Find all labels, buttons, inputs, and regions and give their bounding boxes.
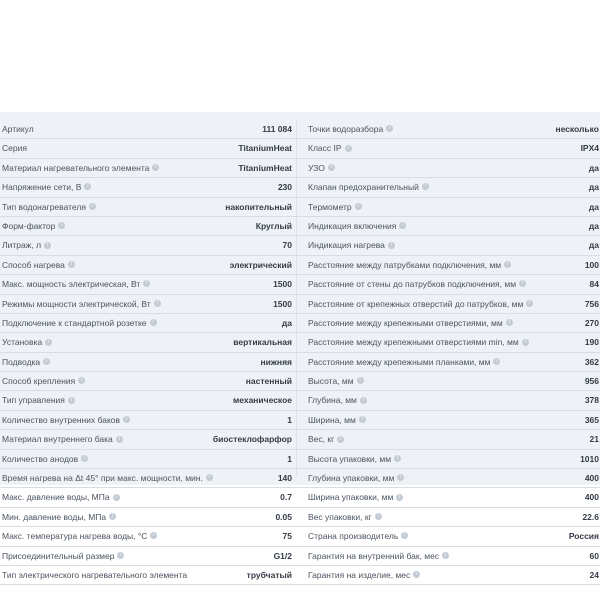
spec-value: 365 (584, 414, 599, 425)
spec-row (296, 450, 600, 469)
spec-value: 956 (584, 376, 599, 387)
spec-label (308, 391, 367, 409)
spec-row (296, 430, 600, 449)
spec-value: 24 (589, 569, 599, 580)
spec-label-text: Расстояние между патрубками подключения, мм (308, 259, 502, 270)
info-circle-icon[interactable]: i (375, 513, 382, 520)
spec-row (0, 256, 296, 275)
spec-label (2, 450, 88, 468)
spec-value: 1500 (273, 279, 292, 290)
spec-label (308, 353, 500, 371)
spec-value: 22.6 (582, 511, 599, 522)
spec-label (308, 430, 344, 448)
info-circle-icon[interactable]: i (394, 455, 401, 462)
spec-row (296, 139, 600, 158)
spec-label (2, 159, 159, 177)
spec-value: 111 084 (262, 124, 292, 134)
info-circle-icon[interactable]: i (68, 261, 75, 268)
info-circle-icon[interactable]: i (399, 222, 406, 229)
spec-label (308, 139, 352, 157)
spec-label (308, 469, 404, 487)
spec-label (2, 430, 123, 448)
spec-label-text: Глубина упаковки, мм (308, 473, 395, 484)
info-circle-icon[interactable]: i (360, 397, 367, 404)
spec-label-text: Материал внутреннего бака (2, 434, 113, 445)
spec-label (2, 508, 116, 526)
spec-label-text: Ширина, мм (308, 414, 356, 425)
spec-label-text: Тип электрического нагревательного элемента (2, 569, 188, 580)
spec-row (0, 411, 296, 430)
info-circle-icon[interactable]: i (43, 358, 50, 365)
spec-label-text: Артикул (2, 124, 34, 134)
spec-value: да (588, 182, 599, 193)
info-circle-icon[interactable]: i (152, 164, 159, 171)
spec-value: TitaniumHeat (238, 143, 292, 154)
info-circle-icon[interactable]: i (58, 222, 65, 229)
spec-label (2, 295, 161, 313)
info-circle-icon[interactable]: i (526, 300, 533, 307)
spec-label-text: Подводка (2, 356, 41, 367)
spec-label (308, 547, 449, 565)
spec-row (296, 391, 600, 410)
info-circle-icon[interactable]: i (150, 319, 157, 326)
spec-label (308, 314, 513, 332)
spec-row (0, 275, 296, 294)
spec-label (2, 333, 52, 351)
spec-label-text: Индикация нагрева (308, 240, 385, 251)
spec-label-text: Макс. мощность электрическая, Вт (2, 279, 141, 290)
spec-value: механическое (232, 395, 292, 406)
spec-label (308, 120, 393, 138)
spec-label-text: Расстояние от стены до патрубков подключения, мм (308, 279, 517, 290)
info-circle-icon[interactable]: i (504, 261, 511, 268)
spec-label (308, 508, 382, 526)
spec-value: накопительный (225, 201, 292, 212)
info-circle-icon[interactable]: i (357, 377, 364, 384)
spec-value: 190 (584, 337, 599, 348)
spec-value: 400 (584, 473, 599, 484)
spec-label (2, 391, 75, 409)
specifications-table (0, 112, 600, 580)
column-divider (296, 119, 297, 477)
spec-value: 100 (584, 259, 599, 270)
spec-label (2, 314, 157, 332)
spec-row (0, 353, 296, 372)
spec-label-text: Форм-фактор (2, 220, 56, 231)
spec-label (308, 217, 406, 235)
spec-label-text: Способ нагрева (2, 259, 65, 270)
spec-label-text: Глубина, мм (308, 395, 357, 406)
spec-row (296, 372, 600, 391)
spec-row (296, 159, 600, 178)
spec-value: да (588, 162, 599, 173)
spec-label (2, 236, 51, 254)
spec-value: 0.7 (280, 492, 292, 503)
spec-value: да (588, 240, 599, 251)
spec-row (0, 139, 296, 158)
spec-label-text: Установка (2, 337, 43, 348)
spec-row (0, 372, 296, 391)
info-circle-icon[interactable]: i (150, 532, 157, 539)
spec-label (2, 198, 96, 216)
spec-label (2, 139, 27, 157)
info-circle-icon[interactable]: i (109, 513, 116, 520)
info-circle-icon[interactable]: i (81, 455, 88, 462)
spec-label-text: Макс. давление воды, МПа (2, 492, 110, 503)
spec-label (2, 527, 157, 545)
spec-label (2, 353, 50, 371)
info-circle-icon[interactable]: i (123, 416, 130, 423)
spec-value: 1500 (273, 298, 292, 309)
spec-value: 270 (584, 317, 599, 328)
spec-row (296, 198, 600, 217)
spec-label-text: Гарантия на изделие, мес (308, 569, 411, 580)
spec-label (308, 295, 533, 313)
spec-value: 60 (589, 550, 599, 561)
info-circle-icon[interactable]: i (78, 377, 85, 384)
spec-value: 756 (584, 298, 599, 309)
spec-label-text: Вес упаковки, кг (308, 511, 372, 522)
spec-label (308, 450, 401, 468)
spec-row (0, 217, 296, 236)
spec-row (296, 527, 600, 546)
info-circle-icon[interactable]: i (397, 474, 404, 481)
spec-label-text: Напряжение сети, В (2, 182, 82, 193)
info-circle-icon[interactable]: i (206, 474, 213, 481)
spec-value: IPX4 (580, 143, 599, 154)
spec-label-text: Расстояние между крепежными отверстиями, мм (308, 317, 503, 328)
spec-value: 21 (589, 434, 599, 445)
spec-row (296, 333, 600, 352)
spec-label (2, 275, 150, 293)
spec-row (296, 314, 600, 333)
spec-value: 1 (287, 414, 292, 425)
spec-value: биостеклофарфор (212, 434, 292, 445)
spec-label-text: Точки водоразбора (308, 124, 384, 134)
spec-label (308, 198, 362, 216)
spec-row (0, 333, 296, 352)
info-circle-icon[interactable]: i (44, 242, 51, 249)
spec-label-text: Литраж, л (2, 240, 42, 251)
info-circle-icon[interactable]: i (401, 532, 408, 539)
spec-value: да (588, 201, 599, 212)
spec-label (308, 159, 335, 177)
spec-label-text: Вес, кг (308, 434, 335, 445)
spec-row (0, 508, 296, 527)
info-circle-icon[interactable]: i (113, 494, 120, 501)
spec-value: 1 (287, 453, 292, 464)
spec-value: вертикальная (233, 337, 292, 348)
spec-row (296, 275, 600, 294)
spec-row (296, 547, 600, 566)
spec-label-text: Режимы мощности электрической, Вт (2, 298, 151, 309)
spec-label-text: Присоединительный размер (2, 550, 115, 561)
spec-row (296, 178, 600, 197)
info-circle-icon[interactable]: i (386, 125, 393, 132)
spec-label (2, 372, 85, 390)
spec-label (308, 236, 395, 254)
info-circle-icon[interactable]: i (337, 436, 344, 443)
spec-row (0, 430, 296, 449)
spec-value: настенный (245, 376, 292, 387)
spec-row (296, 295, 600, 314)
spec-label-text: Серия (2, 143, 27, 154)
spec-row (296, 256, 600, 275)
info-circle-icon[interactable]: i (68, 397, 75, 404)
spec-label-text: Ширина упаковки, мм (308, 492, 394, 503)
spec-value: TitaniumHeat (238, 162, 292, 173)
spec-value: электрический (229, 259, 292, 270)
spec-row (0, 120, 296, 139)
spec-row (0, 488, 296, 507)
spec-row (0, 566, 296, 585)
spec-value: 378 (584, 395, 599, 406)
spec-label-text: Материал нагревательного элемента (2, 162, 150, 173)
spec-label (308, 527, 408, 545)
spec-row (0, 391, 296, 410)
spec-label (308, 372, 364, 390)
spec-label-text: Макс. температура нагрева воды, °С (2, 531, 148, 542)
spec-row (296, 566, 600, 585)
spec-row (296, 469, 600, 488)
spec-value: да (588, 220, 599, 231)
spec-row (296, 236, 600, 255)
spec-value: 84 (589, 279, 599, 290)
spec-label-text: Термометр (308, 201, 352, 212)
spec-value: 230 (277, 182, 292, 193)
spec-row (296, 120, 600, 139)
spec-label-text: Количество внутренних баков (2, 414, 121, 425)
info-circle-icon[interactable]: i (522, 339, 529, 346)
spec-label-text: Индикация включения (308, 220, 397, 231)
spec-value: да (281, 317, 292, 328)
spec-label (308, 566, 420, 584)
info-circle-icon[interactable]: i (89, 203, 96, 210)
info-circle-icon[interactable]: i (396, 494, 403, 501)
spec-value: Круглый (255, 220, 292, 231)
spec-value: Россия (568, 531, 599, 542)
spec-label-text: Страна производитель (308, 531, 399, 542)
spec-row (296, 488, 600, 507)
specs-left-column (0, 112, 296, 580)
info-circle-icon[interactable]: i (45, 339, 52, 346)
info-circle-icon[interactable]: i (355, 203, 362, 210)
info-circle-icon[interactable]: i (422, 183, 429, 190)
info-circle-icon[interactable]: i (143, 280, 150, 287)
info-circle-icon[interactable]: i (413, 571, 420, 578)
spec-row (296, 411, 600, 430)
spec-label-text: Класс IP (308, 143, 342, 154)
spec-label-text: Расстояние от крепежных отверстий до патрубков, мм (308, 298, 524, 309)
info-circle-icon[interactable]: i (345, 145, 352, 152)
spec-label (2, 488, 120, 506)
info-circle-icon[interactable]: i (519, 280, 526, 287)
info-circle-icon[interactable]: i (84, 183, 91, 190)
spec-label (308, 256, 511, 274)
info-circle-icon[interactable]: i (116, 436, 123, 443)
spec-value: 75 (282, 531, 292, 542)
spec-label (308, 275, 526, 293)
spec-row (0, 450, 296, 469)
spec-label (2, 469, 213, 487)
spec-value: трубчатый (246, 569, 292, 580)
info-circle-icon[interactable]: i (493, 358, 500, 365)
spec-label (2, 178, 91, 196)
spec-value: 400 (584, 492, 599, 503)
spec-label (308, 488, 403, 506)
spec-row (0, 469, 296, 488)
spec-row (296, 508, 600, 527)
spec-value: G1/2 (273, 550, 292, 561)
spec-label-text: Расстояние между крепежными отверстиями min, мм (308, 337, 519, 348)
spec-value: несколько (555, 124, 599, 134)
info-circle-icon[interactable]: i (328, 164, 335, 171)
spec-label-text: Тип управления (2, 395, 65, 406)
spec-label (2, 411, 130, 429)
spec-label (308, 411, 366, 429)
spec-label (2, 120, 34, 138)
spec-label (2, 217, 65, 235)
info-circle-icon[interactable]: i (154, 300, 161, 307)
spec-row (296, 217, 600, 236)
spec-row (0, 159, 296, 178)
spec-label-text: Мин. давление воды, МПа (2, 511, 107, 522)
spec-label-text: Расстояние между крепежными планками, мм (308, 356, 491, 367)
info-circle-icon[interactable]: i (506, 319, 513, 326)
spec-value: нижняя (260, 356, 292, 367)
spec-label-text: Клапан предохранительный (308, 182, 419, 193)
spec-row (0, 178, 296, 197)
spec-label-text: Высота упаковки, мм (308, 453, 392, 464)
spec-label (308, 333, 529, 351)
spec-label-text: Способ крепления (2, 376, 76, 387)
spec-label-text: Время нагрева на Δt 45° при макс. мощности, мин. (2, 473, 203, 484)
spec-row (0, 236, 296, 255)
specs-right-column (296, 112, 600, 580)
info-circle-icon[interactable]: i (442, 552, 449, 559)
spec-label-text: Высота, мм (308, 376, 354, 387)
spec-row (0, 527, 296, 546)
spec-row (0, 198, 296, 217)
spec-label (2, 256, 75, 274)
spec-value: 0.05 (275, 511, 292, 522)
spec-value: 362 (584, 356, 599, 367)
spec-label-text: УЗО (308, 162, 325, 173)
spec-value: 1010 (580, 453, 599, 464)
spec-row (296, 353, 600, 372)
info-circle-icon[interactable]: i (117, 552, 124, 559)
spec-row (0, 295, 296, 314)
spec-label-text: Количество анодов (2, 453, 79, 464)
info-circle-icon[interactable]: i (388, 242, 395, 249)
spec-value: 70 (282, 240, 292, 251)
spec-row (0, 314, 296, 333)
spec-label-text: Тип водонагревателя (2, 201, 86, 212)
spec-label-text: Подключение к стандартной розетке (2, 317, 147, 328)
spec-value: 140 (277, 473, 292, 484)
spec-row (0, 547, 296, 566)
spec-label (2, 547, 124, 565)
info-circle-icon[interactable]: i (359, 416, 366, 423)
spec-label (2, 566, 187, 584)
spec-label (308, 178, 429, 196)
spec-label-text: Гарантия на внутренний бак, мес (308, 550, 440, 561)
